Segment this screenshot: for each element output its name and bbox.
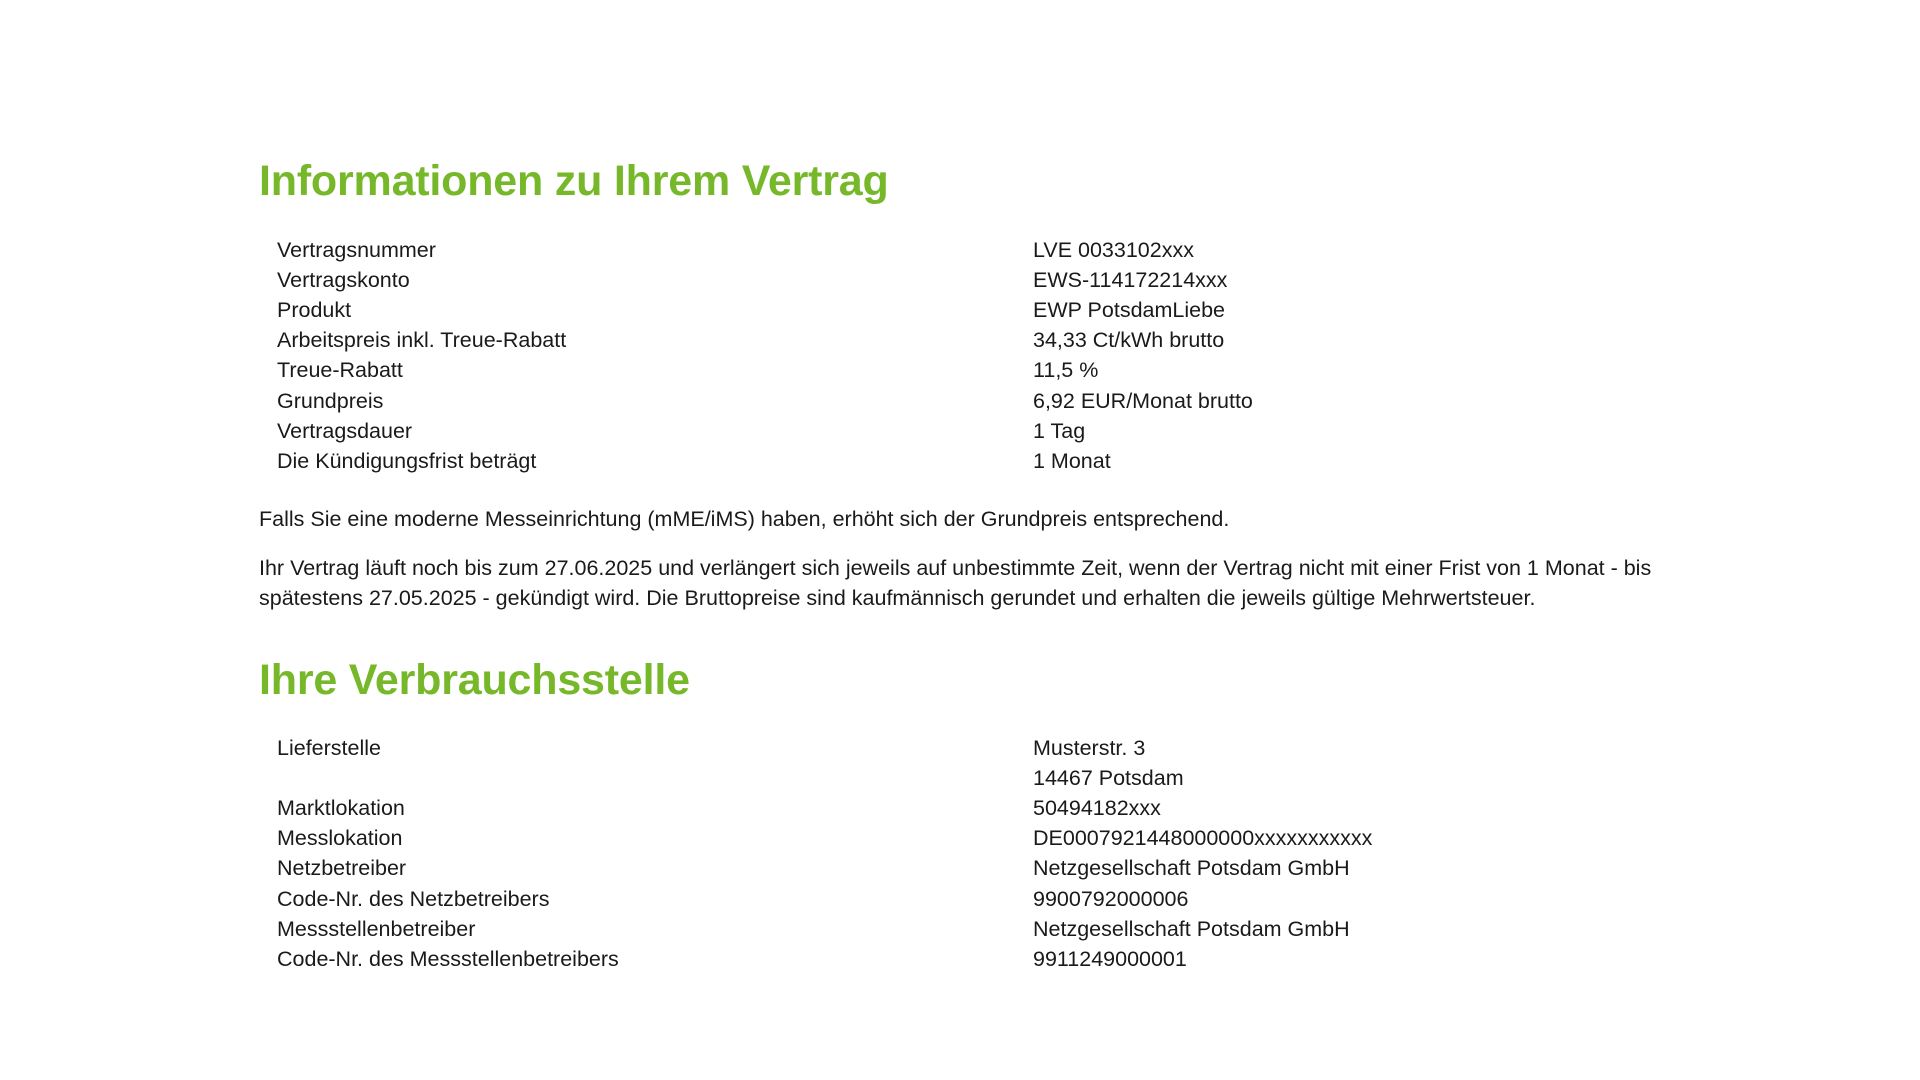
row-value: Netzgesellschaft Potsdam GmbH: [1033, 916, 1350, 941]
table-row: [277, 265, 1577, 295]
table-row: [277, 235, 1577, 265]
row-label: Messstellenbetreiber: [277, 916, 476, 941]
row-value: Netzgesellschaft Potsdam GmbH: [1033, 856, 1350, 881]
row-value: 11,5 %: [1033, 358, 1099, 383]
table-row: [277, 944, 1577, 974]
row-label: Messlokation: [277, 826, 403, 851]
row-label: Lieferstelle: [277, 735, 381, 760]
row-value: 1 Tag: [1033, 418, 1086, 443]
table-row: [277, 824, 1577, 854]
row-value: EWP PotsdamLiebe: [1033, 297, 1226, 322]
row-label: Code-Nr. des Netzbetreibers: [277, 886, 550, 911]
row-value: EWS-114172214xxx: [1033, 267, 1228, 292]
row-value: DE0007921448000000xxxxxxxxxxx: [1033, 826, 1373, 851]
row-value: 1 Monat: [1033, 448, 1111, 473]
table-row: [277, 356, 1577, 386]
row-label: Netzbetreiber: [277, 856, 407, 881]
row-label: Treue-Rabatt: [277, 358, 403, 383]
row-label: Code-Nr. des Messstellenbetreibers: [277, 946, 619, 971]
row-value: 34,33 Ct/kWh brutto: [1033, 328, 1225, 353]
row-label: Die Kündigungsfrist beträgt: [277, 448, 537, 473]
row-value: Musterstr. 3: [1033, 735, 1146, 760]
table-row: [277, 386, 1577, 416]
row-label: Vertragsnummer: [277, 237, 436, 262]
table-row: [277, 326, 1577, 356]
consumption-heading: Ihre Verbrauchsstelle: [259, 656, 690, 704]
row-value: 6,92 EUR/Monat brutto: [1033, 388, 1253, 413]
table-row: [277, 763, 1577, 793]
row-value: LVE 0033102xxx: [1033, 237, 1194, 262]
row-label: Grundpreis: [277, 388, 384, 413]
table-row: [277, 854, 1577, 884]
row-label: Vertragskonto: [277, 267, 410, 292]
contract-details-table: [277, 235, 1577, 477]
contract-heading: Informationen zu Ihrem Vertrag: [259, 157, 889, 205]
row-label: Marktlokation: [277, 795, 405, 820]
table-row: [277, 733, 1577, 763]
table-row: [277, 914, 1577, 944]
row-value: 14467 Potsdam: [1033, 765, 1184, 790]
row-value: 9900792000006: [1033, 886, 1189, 911]
consumption-details-table: [277, 733, 1577, 975]
row-value: 50494182xxx: [1033, 795, 1161, 820]
table-row: [277, 884, 1577, 914]
contract-term-note: Ihr Vertrag läuft noch bis zum 27.06.2025 und verlängert sich jeweils auf unbestimmte Zeit, wenn der Vertrag nicht mit einer Frist von 1 Monat - bis spätestens 27.05.2025 - gekündigt wird. Die Bruttopreise sind kaufmännisch gerundet und erhalten die jeweils gültige Mehrwertsteuer.: [259, 556, 1652, 610]
row-label: Arbeitspreis inkl. Treue-Rabatt: [277, 328, 567, 353]
table-row: [277, 446, 1577, 476]
row-label: Produkt: [277, 297, 352, 322]
row-value: 9911249000001: [1033, 946, 1187, 971]
table-row: [277, 793, 1577, 823]
row-label: Vertragsdauer: [277, 418, 413, 443]
meter-note: Falls Sie eine moderne Messeinrichtung (mME/iMS) haben, erhöht sich der Grundpreis entsprechend.: [259, 507, 1230, 531]
table-row: [277, 416, 1577, 446]
table-row: [277, 295, 1577, 325]
